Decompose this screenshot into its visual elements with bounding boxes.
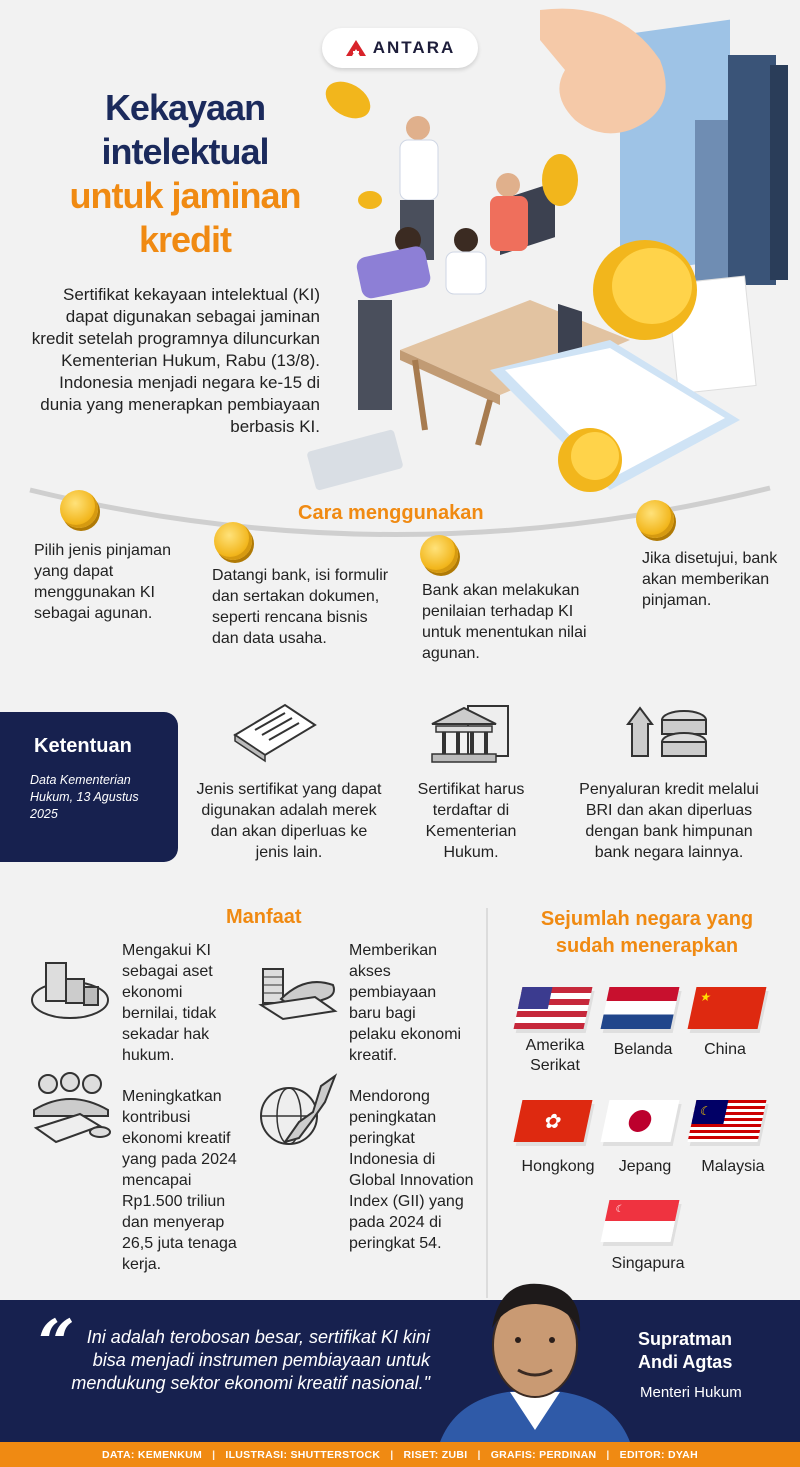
title-line-3: untuk jaminan — [69, 175, 301, 216]
economic-asset-icon — [30, 955, 110, 1025]
ketentuan-item-3: Penyaluran kredit melalui BRI dan akan diperluas dengan bank himpunan bank negara lainnya. — [579, 781, 759, 861]
flag-japan-icon — [601, 1100, 680, 1142]
credit-data: DATA: KEMENKUM — [102, 1448, 203, 1461]
section-divider — [486, 908, 488, 1298]
flag-netherlands-icon — [601, 987, 680, 1029]
title-line-1: Kekayaan — [104, 87, 266, 128]
brand-name: ANTARA — [372, 38, 456, 57]
title-line-2: intelektual — [101, 131, 269, 172]
financing-access-icon — [255, 955, 340, 1025]
step-2-coin-icon — [214, 522, 252, 560]
country-japan: Jepang — [618, 1158, 672, 1175]
cara-title: Cara menggunakan — [298, 502, 484, 524]
manfaat-item-3: Meningkatkan kontribusi ekonomi kreatif yang pada 2024 mencapai Rp1.500 triliun dan menyerap 26,5 juta tenaga kerja. — [122, 1088, 237, 1273]
credit-separator: | — [477, 1448, 481, 1461]
country-china: China — [704, 1041, 746, 1058]
minister-portrait — [440, 1270, 630, 1442]
ministry-building-icon — [428, 698, 518, 768]
cara-step-1: Pilih jenis pinjaman yang dapat menggunakan KI sebagai agunan. — [34, 542, 171, 622]
manfaat-title: Manfaat — [226, 906, 302, 928]
credits-footer — [0, 1442, 800, 1467]
country-usa: Amerika Serikat — [525, 1037, 585, 1074]
innovation-index-icon — [255, 1072, 340, 1152]
quote-author-name — [638, 1328, 732, 1374]
country-netherlands: Belanda — [613, 1041, 673, 1058]
flag-hongkong-icon: ✿ — [514, 1100, 593, 1142]
step-3-coin-icon — [420, 535, 458, 573]
negara-title: Sejumlah negara yang sudah menerapkan — [540, 908, 754, 957]
country-malaysia: Malaysia — [701, 1158, 765, 1175]
cara-step-2: Datangi bank, isi formulir dan sertakan dokumen, seperti rencana bisnis dan data usaha. — [212, 567, 389, 647]
hero-illustration — [300, 0, 800, 500]
quote-text: Ini adalah terobosan besar, sertifikat KI kini bisa menjadi instrumen pembiayaan untuk mendukung sektor ekonomi kreatif nasional." — [71, 1327, 430, 1393]
credit-separator: | — [606, 1448, 610, 1461]
credit-ilustrasi: ILUSTRASI: SHUTTERSTOCK — [225, 1448, 381, 1461]
credit-riset: RISET: ZUBI — [403, 1448, 468, 1461]
credit-grafis: GRAFIS: PERDINAN — [490, 1448, 597, 1461]
step-4-coin-icon — [636, 500, 674, 538]
title-line-4: kredit — [138, 219, 232, 260]
flag-singapore-icon: ☾ — [601, 1200, 680, 1242]
flag-malaysia-icon: ☾ — [688, 1100, 767, 1142]
flag-china-icon: ★ — [688, 987, 767, 1029]
ketentuan-item-1: Jenis sertifikat yang dapat digunakan adalah merek dan akan diperluas ke jenis lain. — [196, 781, 382, 861]
credit-separator: | — [390, 1448, 394, 1461]
credit-separator: | — [212, 1448, 216, 1461]
quote-author-name-line-1: Supratman — [638, 1329, 733, 1349]
cara-step-4: Jika disetujui, bank akan memberikan pinjaman. — [642, 550, 778, 609]
step-1-coin-icon — [60, 490, 98, 528]
ketentuan-title: Ketentuan — [34, 735, 132, 757]
ketentuan-source: Data Kementerian Hukum, 13 Agustus 2025 — [30, 773, 139, 821]
manfaat-item-1: Mengakui KI sebagai aset ekonomi bernilai, tidak sekadar hak hukum. — [122, 942, 217, 1064]
creative-workforce-icon — [30, 1070, 115, 1150]
flag-usa-icon — [514, 987, 593, 1029]
ketentuan-item-2: Sertifikat harus terdaftar di Kementerian Hukum. — [417, 781, 525, 861]
quote-author-name-line-2: Andi Agtas — [638, 1352, 733, 1372]
intro-paragraph: Sertifikat kekayaan intelektual (KI) dapat digunakan sebagai jaminan kredit setelah programnya diluncurkan Kementerian Hukum, Rabu (13/8). Indonesia menjadi negara ke-15 di dunia yang menerapkan pembiayaan berbasis KI. — [31, 285, 320, 436]
credit-editor: EDITOR: DYAH — [619, 1448, 698, 1461]
manfaat-item-4: Mendorong peningkatan peringkat Indonesia di Global Innovation Index (GII) yang pada 2024 di peringkat 54. — [349, 1088, 474, 1252]
country-hongkong: Hongkong — [521, 1158, 595, 1175]
credit-growth-icon — [626, 700, 716, 770]
hand-illustration — [540, 9, 666, 134]
quote-author-role: Menteri Hukum — [640, 1384, 742, 1401]
manfaat-item-2: Memberikan akses pembiayaan baru bagi pelaku ekonomi kreatif. — [349, 942, 462, 1064]
quote-mark-icon: “ — [38, 1306, 75, 1381]
certificate-document-icon — [230, 695, 320, 765]
country-singapore: Singapura — [611, 1255, 685, 1272]
cara-step-3: Bank akan melakukan penilaian terhadap KI untuk menentukan nilai agunan. — [422, 582, 587, 662]
page-title — [40, 86, 330, 262]
